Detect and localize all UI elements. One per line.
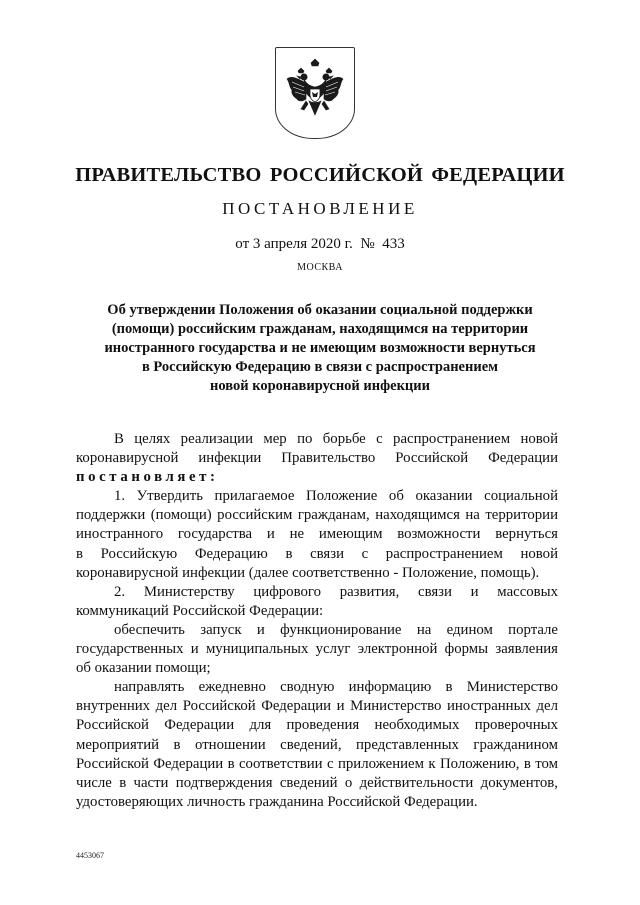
coat-of-arms-icon [275,47,355,139]
body-line: В целях реализации мер по борьбе с распространением новой [114,431,558,447]
body-line: государственных и муниципальных услуг электронной формы заявления [76,641,558,658]
resolution-word: постановляет: [76,469,219,486]
subject-line: иностранного государства и не имеющим возможности вернуться [104,340,536,356]
subject-line: (помощи) российским гражданам, находящимся на территории [111,321,529,337]
document-subject [0,301,640,396]
body-line: 2. Министерству цифрового развития, связи и массовых [114,583,558,600]
body-line: Российской Федерации в соответствии с приложением к Положению, в том [76,755,558,772]
subject-line: в Российскую Федерацию в связи с распространением [141,359,499,375]
body-line: коронавирусной инфекции Правительство Российской Федерации [76,450,558,467]
body-line: мероприятий в отношении сведений, представленных гражданином [76,736,558,753]
body-line: удостоверяющих личность гражданина Российской Федерации. [76,793,478,810]
subject-line: новой коронавирусной инфекции [209,378,430,394]
body-line: коммуникаций Российской Федерации: [76,602,324,619]
date-and-number: от 3 апреля 2020 г. № 433 [235,236,405,252]
body-line: в Российскую Федерацию в связи с распространением новой [76,545,558,562]
body-line: обеспечить запуск и функционирование на едином портале [114,621,558,638]
document-id: 4453067 [76,851,104,860]
document-type: ПОСТАНОВЛЕНИЕ [222,199,418,218]
body-line: числе в части подтверждения сведений о действительности документов, [76,774,558,791]
city: МОСКВА [297,262,343,273]
subject-line: Об утверждении Положения об оказании социальной поддержки [107,302,533,318]
body-line: внутренних дел Российской Федерации и Министерство иностранных дел [76,698,558,715]
body-line: Российской Федерации для проведения необходимых проверочных [76,717,558,734]
double-headed-eagle-icon [284,57,346,129]
government-title: ПРАВИТЕЛЬСТВО РОССИЙСКОЙ ФЕДЕРАЦИИ [75,164,565,186]
document-body [76,430,558,812]
body-line: об оказании помощи; [76,660,211,677]
body-line: 1. Утвердить прилагаемое Положение об оказании социальной [114,488,558,505]
body-line: поддержки (помощи) российским гражданам, находящимся на территории [76,507,558,524]
body-line: коронавирусной инфекции (далее соответственно - Положение, помощь). [76,564,540,581]
body-line: иностранного государства и не имеющим возможности вернуться [76,526,558,543]
body-line: направлять ежедневно сводную информацию в Министерство [114,679,558,696]
